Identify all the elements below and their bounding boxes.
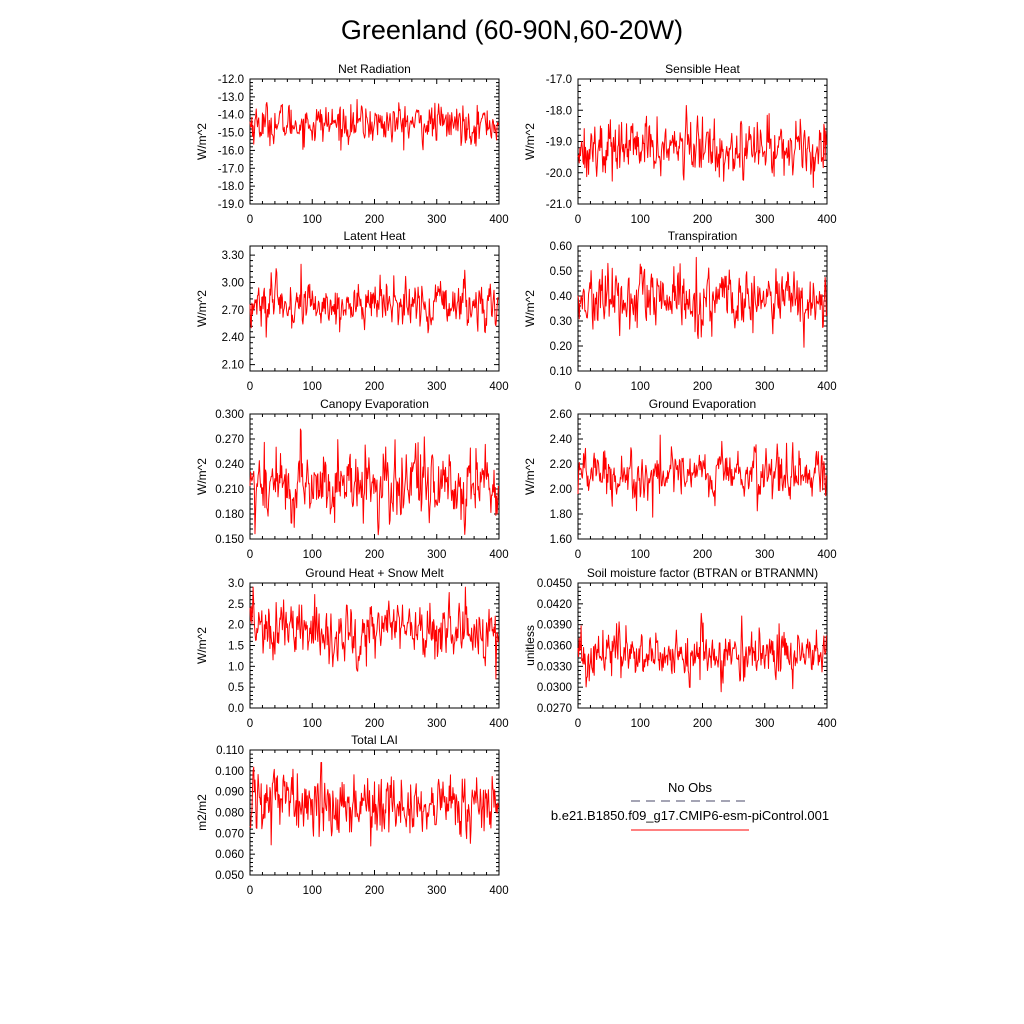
y-tick-label: 0.20	[549, 341, 572, 353]
x-tick-label: 0	[246, 549, 254, 561]
x-tick-label: 200	[364, 214, 385, 226]
panel-title: Ground Evaporation	[648, 397, 757, 411]
y-tick-label: -17.0	[217, 163, 244, 176]
y-tick-label: 0.050	[215, 870, 244, 882]
panel-title: Latent Heat	[343, 229, 406, 243]
x-tick-label: 100	[302, 718, 322, 730]
y-tick-label: 0.0420	[536, 598, 572, 611]
x-tick-label: 400	[817, 718, 837, 730]
x-tick-label: 100	[630, 214, 650, 226]
y-tick-label: 2.60	[549, 409, 572, 421]
panel-sensible-heat	[523, 62, 837, 226]
series-line-transpiration	[578, 257, 826, 347]
x-tick-label: 400	[817, 549, 837, 561]
y-tick-label: 0.090	[215, 786, 244, 799]
panel-title: Sensible Heat	[665, 62, 740, 76]
y-axis-label: W/m^2	[523, 458, 537, 495]
y-tick-label: 3.00	[221, 277, 244, 290]
x-tick-label: 0	[574, 549, 582, 561]
y-tick-label: -13.0	[217, 91, 244, 104]
x-tick-label: 400	[489, 885, 509, 897]
y-tick-label: -15.0	[217, 127, 244, 140]
x-tick-label: 200	[692, 214, 713, 226]
y-tick-label: 2.0	[228, 619, 244, 632]
x-tick-label: 200	[364, 381, 385, 393]
y-tick-label: 0.10	[549, 366, 572, 378]
x-tick-label: 100	[302, 549, 322, 561]
y-tick-label: 0.080	[215, 807, 244, 820]
y-tick-label: 2.70	[221, 304, 244, 317]
x-tick-label: 300	[755, 214, 775, 226]
y-tick-label: 2.20	[549, 459, 572, 471]
panel-soil-moisture-factor-btran-or-btranmn	[523, 566, 837, 730]
y-axis-label: W/m^2	[195, 123, 209, 160]
y-tick-label: 0.40	[549, 291, 572, 303]
x-tick-label: 400	[489, 718, 509, 730]
y-tick-label: 0.0	[228, 703, 244, 715]
y-axis-label: unitless	[523, 625, 537, 666]
y-axis-label: W/m^2	[195, 458, 209, 495]
y-axis-label: W/m^2	[523, 123, 537, 160]
y-tick-label: 3.0	[228, 578, 244, 590]
series-line-soil-moisture-factor-btran-or-btranmn	[578, 613, 826, 691]
x-tick-label: 300	[427, 381, 447, 393]
panel-latent-heat	[195, 229, 509, 393]
y-tick-label: -18.0	[217, 181, 244, 194]
y-tick-label: 0.30	[549, 316, 572, 328]
y-tick-label: -14.0	[217, 109, 244, 122]
x-tick-label: 400	[489, 549, 509, 561]
page-title: Greenland (60-90N,60-20W)	[340, 15, 684, 45]
y-tick-label: 0.110	[216, 745, 244, 757]
legend	[551, 780, 829, 830]
x-tick-label: 300	[427, 885, 447, 897]
x-tick-label: 400	[489, 381, 509, 393]
y-tick-label: 0.060	[215, 849, 244, 862]
x-tick-label: 200	[364, 549, 385, 561]
y-tick-label: 3.30	[221, 250, 244, 263]
y-tick-label: 0.0390	[536, 619, 572, 632]
x-tick-label: 400	[489, 214, 509, 226]
x-tick-label: 100	[302, 214, 322, 226]
x-tick-label: 200	[364, 885, 385, 897]
x-tick-label: 200	[364, 718, 385, 730]
legend-label-no-obs: No Obs	[667, 780, 713, 795]
y-tick-label: 2.00	[549, 484, 572, 496]
panel-title: Ground Heat + Snow Melt	[305, 566, 444, 580]
x-tick-label: 100	[630, 549, 650, 561]
y-tick-label: -17.0	[545, 74, 572, 86]
y-tick-label: 1.60	[549, 534, 572, 546]
y-tick-label: 0.0330	[536, 661, 572, 674]
y-axis-label: W/m^2	[195, 627, 209, 664]
y-tick-label: 0.50	[549, 266, 572, 278]
y-tick-label: 1.0	[228, 661, 244, 674]
x-tick-label: 100	[630, 381, 650, 393]
x-tick-label: 300	[755, 718, 775, 730]
series-line-net-radiation	[250, 100, 498, 151]
x-tick-label: 300	[755, 549, 775, 561]
series-line-latent-heat	[250, 264, 498, 337]
x-tick-label: 100	[302, 885, 322, 897]
y-tick-label: 0.100	[215, 765, 244, 778]
x-tick-label: 300	[427, 214, 447, 226]
series-line-ground-heat-snow-melt	[250, 587, 498, 679]
y-tick-label: -12.0	[217, 74, 244, 86]
y-tick-label: 2.40	[549, 434, 572, 446]
panel-title: Net Radiation	[338, 62, 411, 76]
panel-net-radiation	[195, 62, 509, 226]
panel-total-lai	[195, 733, 509, 897]
y-tick-label: -20.0	[545, 167, 572, 180]
series-line-total-lai	[250, 763, 498, 847]
series-line-sensible-heat	[578, 105, 826, 187]
y-tick-label: -19.0	[217, 199, 244, 211]
x-tick-label: 0	[246, 718, 254, 730]
y-tick-label: 0.60	[549, 241, 572, 253]
y-tick-label: -18.0	[545, 105, 572, 118]
y-tick-label: 0.0450	[536, 578, 572, 590]
y-tick-label: 0.5	[228, 682, 244, 695]
y-tick-label: 2.10	[221, 359, 244, 372]
y-axis-label: m2/m2	[195, 794, 209, 831]
y-tick-label: 0.180	[215, 509, 244, 521]
x-tick-label: 0	[574, 214, 582, 226]
plot-frame	[578, 246, 827, 371]
y-tick-label: -21.0	[545, 199, 572, 211]
series-line-canopy-evaporation	[250, 429, 498, 535]
y-axis-label: W/m^2	[195, 290, 209, 327]
series-line-ground-evaporation	[578, 435, 826, 517]
panel-title: Transpiration	[667, 229, 738, 243]
panel-ground-heat-snow-melt	[195, 566, 509, 730]
y-tick-label: 0.300	[215, 409, 244, 421]
panel-canopy-evaporation	[195, 397, 509, 561]
x-tick-label: 0	[574, 381, 582, 393]
x-tick-label: 300	[755, 381, 775, 393]
panel-title: Soil moisture factor (BTRAN or BTRANMN)	[586, 566, 819, 580]
panel-ground-evaporation	[523, 397, 837, 561]
y-tick-label: -19.0	[545, 136, 572, 149]
panel-transpiration	[523, 229, 837, 393]
y-tick-label: 2.40	[221, 332, 244, 345]
y-tick-label: 1.80	[549, 509, 572, 521]
x-tick-label: 100	[630, 718, 650, 730]
x-tick-label: 200	[692, 718, 713, 730]
y-tick-label: 2.5	[228, 598, 244, 611]
x-tick-label: 0	[246, 381, 254, 393]
x-tick-label: 400	[817, 214, 837, 226]
y-tick-label: 0.0360	[536, 640, 572, 653]
panel-title: Canopy Evaporation	[320, 397, 429, 411]
x-tick-label: 100	[302, 381, 322, 393]
y-tick-label: 1.5	[228, 640, 244, 653]
x-tick-label: 200	[692, 381, 713, 393]
x-tick-label: 200	[692, 549, 713, 561]
y-tick-label: 0.210	[215, 484, 244, 496]
plot-frame	[250, 414, 499, 539]
y-tick-label: 0.0270	[536, 703, 572, 715]
panel-title: Total LAI	[351, 733, 398, 747]
x-tick-label: 400	[817, 381, 837, 393]
y-tick-label: 0.240	[215, 459, 244, 471]
panels	[195, 62, 837, 897]
x-tick-label: 0	[246, 885, 254, 897]
y-tick-label: 0.270	[215, 434, 244, 446]
x-tick-label: 300	[427, 549, 447, 561]
legend-label-model-run: b.e21.B1850.f09_g17.CMIP6-esm-piControl.001	[550, 808, 830, 823]
y-tick-label: -16.0	[217, 145, 244, 158]
y-tick-label: 0.070	[215, 828, 244, 841]
y-tick-label: 0.150	[215, 534, 244, 546]
x-tick-label: 0	[246, 214, 254, 226]
y-tick-label: 0.0300	[536, 682, 572, 695]
x-tick-label: 300	[427, 718, 447, 730]
x-tick-label: 0	[574, 718, 582, 730]
y-axis-label: W/m^2	[523, 290, 537, 327]
